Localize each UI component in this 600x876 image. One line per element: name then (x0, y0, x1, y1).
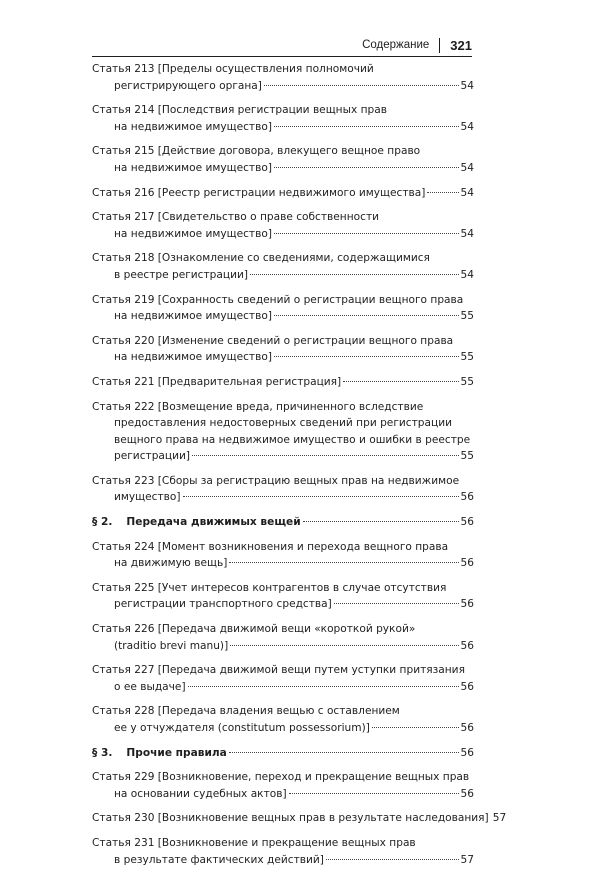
toc-entry-line: Статья 219 [Сохранность сведений о регистрации вещного права (92, 293, 464, 306)
toc-entry-last-line (92, 810, 507, 827)
toc-section-heading (92, 514, 474, 531)
toc-section-title: Передача движимых вещей (126, 516, 301, 529)
dot-leader (289, 793, 459, 794)
toc-entry-line: Статья 217 [Свидетельство о праве собственности (92, 211, 380, 224)
dot-leader (188, 686, 459, 687)
toc-page-ref: 56 (460, 491, 474, 504)
running-header (92, 36, 472, 54)
toc-entry-line: Статья 218 [Ознакомление со сведениями, содержащимися (92, 252, 430, 265)
toc-page-ref: 57 (460, 853, 474, 866)
toc-entry (92, 185, 474, 202)
toc-page-ref: 56 (460, 680, 474, 693)
toc-entry (92, 835, 474, 868)
toc-entry (92, 769, 474, 802)
dot-leader (183, 496, 459, 497)
toc-entry-line: Статья 227 [Передача движимой вещи путем уступки притязания (92, 664, 465, 677)
page-number: 321 (450, 37, 472, 53)
dot-leader (250, 274, 459, 275)
toc-entry-last-line (92, 226, 474, 243)
toc-page-ref: 55 (460, 351, 474, 364)
toc-page-ref: 54 (460, 161, 474, 174)
toc-entry-line: Статья 222 [Возмещение вреда, причиненного вследствие (92, 400, 424, 413)
toc-entry-line: на недвижимое имущество] (114, 161, 272, 174)
toc-page-ref: 54 (460, 79, 474, 92)
toc-entry-line: на недвижимое имущество] (114, 310, 272, 323)
toc-entry-last-line (92, 786, 474, 803)
toc-entry (92, 374, 474, 391)
toc-entry-line: вещного права на недвижимое имущество и ошибки в реестре (114, 433, 471, 446)
toc-entry-last-line (92, 374, 474, 391)
toc-entry-last-line (92, 349, 474, 366)
toc-entry (92, 810, 507, 827)
toc-entry-line: Статья 226 [Передача движимой вещи «короткой рукой» (92, 623, 416, 636)
toc-entry-line: на недвижимое имущество] (114, 227, 272, 240)
dot-leader (229, 752, 459, 753)
toc-entry-line: Статья 225 [Учет интересов контрагентов в случае отсутствия (92, 581, 447, 594)
toc-entry (92, 333, 474, 366)
toc-entry (92, 539, 474, 572)
toc-entry (92, 703, 474, 736)
toc-entry (92, 209, 474, 242)
toc-entry-line: Статья 215 [Действие договора, влекущего вещное право (92, 145, 421, 158)
toc-entry-last-line (92, 78, 474, 95)
toc-entry (92, 662, 474, 695)
toc-entry-line: регистрации транспортного средства] (114, 598, 332, 611)
dot-leader (264, 85, 459, 86)
toc-entry-last-line (92, 308, 474, 325)
toc-entry-line: (traditio brevi manu)] (114, 639, 229, 652)
toc-entry-line: предоставления недостоверных сведений при регистрации (114, 417, 452, 430)
toc-entry-last-line (92, 160, 474, 177)
toc-page-ref: 56 (460, 722, 474, 734)
dot-leader (274, 233, 459, 234)
dot-leader (303, 521, 459, 522)
dot-leader (274, 126, 459, 127)
toc-entry-line: Статья 223 [Сборы за регистрацию вещных прав на недвижимое (92, 474, 460, 487)
header-divider (439, 38, 440, 53)
toc-entry-line: Статья 229 [Возникновение, переход и прекращение вещных прав (92, 771, 470, 784)
toc-page-ref: 54 (460, 227, 474, 240)
toc-page-ref: 54 (460, 186, 474, 199)
toc-page-ref: 54 (460, 120, 474, 133)
toc-entry-line: на основании судебных актов] (114, 787, 287, 800)
toc-entry-line: Статья 216 [Реестр регистрации недвижимого имущества] (92, 186, 426, 199)
dot-leader (326, 859, 459, 860)
toc-page-ref: 56 (460, 787, 474, 800)
dot-leader (274, 356, 459, 357)
toc-entry-line: Статья 231 [Возникновение и прекращение вещных прав (92, 836, 416, 849)
dot-leader (230, 645, 458, 646)
toc-section-heading (92, 745, 474, 762)
toc-entry (92, 473, 474, 506)
running-header-section: Содержание (362, 39, 430, 51)
toc-entry-line: имущество] (114, 491, 181, 504)
toc-entry (92, 399, 474, 465)
toc-page-ref: 54 (460, 268, 474, 281)
toc-entry-last-line (92, 185, 474, 202)
toc-entry-line: на движимую вещь] (114, 557, 228, 570)
toc-entry-line: в реестре регистрации] (114, 268, 248, 281)
toc-page-ref: 56 (460, 598, 474, 611)
toc-section-number: § 2. (92, 516, 113, 529)
toc-entry-last-line (92, 638, 474, 655)
toc-entry-last-line (92, 720, 474, 737)
toc-page-ref: 56 (460, 639, 474, 652)
toc-entry-last-line (92, 489, 474, 506)
toc-entry-line: Статья 224 [Момент возникновения и перехода вещного права (92, 540, 449, 553)
table-of-contents (92, 61, 507, 876)
toc-entry-last-line (92, 745, 474, 762)
toc-entry-line: ее у отчуждателя (constitutum possessorium)] (114, 722, 370, 734)
toc-entry-line: регистрации] (114, 450, 191, 463)
toc-entry (92, 143, 474, 176)
toc-entry (92, 580, 474, 613)
toc-page-ref: 55 (460, 375, 474, 388)
toc-page-ref: 55 (460, 450, 474, 463)
toc-entry-last-line (92, 852, 474, 869)
toc-entry-line: о ее выдаче] (114, 680, 186, 693)
toc-entry (92, 102, 474, 135)
toc-page-ref: 56 (460, 746, 474, 759)
dot-leader (274, 167, 459, 168)
toc-entry (92, 61, 474, 94)
dot-leader (192, 455, 458, 456)
toc-entry-line: в результате фактических действий] (114, 853, 324, 866)
toc-page-ref: 56 (460, 516, 474, 529)
toc-entry-line: Статья 230 [Возникновение вещных прав в результате наследования] (92, 812, 489, 825)
dot-leader (372, 727, 459, 728)
toc-entry-line: Статья 221 [Предварительная регистрация] (92, 375, 342, 388)
toc-entry-last-line (92, 514, 474, 531)
toc-entry-line: Статья 214 [Последствия регистрации вещных прав (92, 104, 387, 117)
toc-entry-last-line (92, 596, 474, 613)
toc-page-ref: 55 (460, 310, 474, 323)
dot-leader (427, 192, 458, 193)
toc-entry-line: Статья 213 [Пределы осуществления полномочий (92, 63, 374, 75)
toc-entry-line: на недвижимое имущество] (114, 120, 272, 133)
toc-page-ref: 56 (460, 557, 474, 570)
toc-entry-line: регистрирующего органа] (114, 79, 262, 92)
header-rule (92, 56, 472, 57)
dot-leader (274, 315, 459, 316)
dot-leader (334, 603, 459, 604)
toc-entry-line: Статья 220 [Изменение сведений о регистрации вещного права (92, 334, 454, 347)
toc-section-number: § 3. (92, 746, 113, 759)
toc-section-text (92, 514, 301, 531)
dot-leader (229, 562, 458, 563)
toc-section-title: Прочие правила (126, 746, 227, 759)
toc-entry-last-line (92, 119, 474, 136)
toc-entry-last-line (92, 679, 474, 696)
toc-entry (92, 292, 474, 325)
toc-entry-line: на недвижимое имущество] (114, 351, 272, 364)
toc-entry-last-line (92, 448, 474, 465)
toc-page-ref: 57 (492, 812, 507, 825)
dot-leader (343, 381, 458, 382)
toc-entry-last-line (92, 555, 474, 572)
toc-entry-line: Статья 228 [Передача владения вещью с оставлением (92, 705, 400, 718)
toc-section-text (92, 745, 227, 762)
toc-entry (92, 250, 474, 283)
toc-entry-last-line (92, 267, 474, 284)
toc-entry (92, 621, 474, 654)
